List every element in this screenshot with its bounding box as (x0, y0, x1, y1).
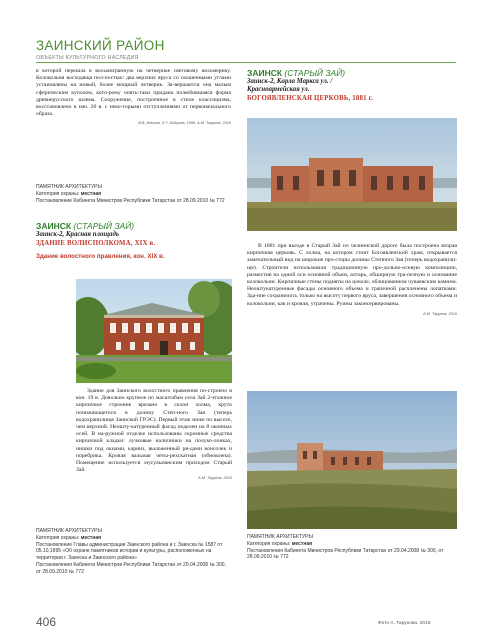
monument-category: Категория охраны: местная (247, 540, 313, 547)
monument-category: Категория охраны: местная (36, 534, 102, 541)
volost-credit: А.М. Тарунов, 2016 (198, 476, 232, 481)
monument-decree: Постановление Кабинета Министров Республики Татарстан от 28.09.2010 № 772 (36, 197, 225, 204)
page-number: 406 (36, 615, 57, 629)
section-subtitle: ОБЪЕКТЫ КУЛЬТУРНОГО НАСЛЕДИЯ (36, 55, 139, 61)
church-ruins-photo (247, 118, 457, 231)
monument-info-1 (36, 184, 231, 204)
monument-heading: ПАМЯТНИК АРХИТЕКТУРЫ (247, 534, 313, 540)
right-location-block (247, 68, 457, 103)
monument-decree-1: Постановление Главы администрации Заинского района и г. Заинска № 1587 от 05.10.1995 «Об охране памятников истории и культуры, расположенных на территории г. Заинска и Заинского района» (36, 541, 223, 562)
section-title: ЗАИНСКИЙ РАЙОН (36, 38, 165, 53)
left-intro (36, 68, 231, 125)
location-address-line-2: Красноармейская ул. (247, 86, 310, 93)
header-rule (36, 62, 456, 63)
volost-description: Здание для Заинского волостного правления по-строено в кон. 19 в. Довольно крупное по масштабам села Зай 2-этажное кирпичное строение врезано в склон холма, круто понижающегося в долину Степ-ного Зая (теперь водохранилище Заинской ГРЭС). Первый этаж ниже по высоте, чем верхний. Неошту-катуренный фасад поделен на 8 оконных осей. В на-ружной отделке использованы скромные средства кирпичной кладки: лучковые наличники на полуко-лонках, нишки под окнами, карниз, выложенный ря-дами консолек и поребрика. Кровля вальмая четы-рехскатная (обновлена). Помещение используется мусульманским приходом Старый Зай. (76, 388, 232, 474)
church-description: В 1881 при въезде в Старый Зай по челнинской дороге была построена вторая кирпичная церковь. С холма, на котором стоит Богоявленский храм, открывается замечательный вид на широкие про-сторы долины Степного Зая (теперь водохранили-ще). Строители использовали традиционную про-дольно-осевую композицию, разместив на одной оси основной объем, алтарь, обширную тра-пезную и основание колокольни. Кирпичные стены подняты на цоколе, облицованном чуваевским камнем. Неоштукатуренные фасады основного объема и трапезной расчленены лопатками. Зда-ние сохранилось только на высоту первого яруса, завершения основного объема и колокольни, как и кровля, утрачены. Руины законсервированы. (247, 243, 457, 307)
monument-info-3 (247, 534, 457, 561)
monument-info-2 (36, 528, 231, 576)
church-credit: А.М. Тарунов, 2016 (423, 311, 457, 316)
right-description-block (247, 243, 457, 316)
volost-building-photo (76, 279, 232, 383)
object-title: БОГОЯВЛЕНСКАЯ ЦЕРКОВЬ, 1881 г. (247, 95, 374, 102)
photo-credit: Фото А. Тарунова, 2016 (378, 621, 431, 626)
location-heading: ЗАИНСК (СТАРЫЙ ЗАЙ) (36, 221, 135, 231)
intro-text: в которой перешла в восьмигранную на четверике световому восьмерику. Колокольня восходяща пол-постью: два верхних яруса со скошенными углами установлены на новый, более мощный четверик. За-вершается она малым сферическим куполом, кото-рому опять-таки придана полюбившаяся форма древнерусского шлема. Сооружение, построенное в стиле классицизма, восстановлено в нач. 20 в. с неко-торыми отступлениями от первоначального образа. (36, 68, 231, 118)
object-subtitle: Здание волостного правления, кон. XIX в. (36, 253, 165, 260)
location-heading: ЗАИНСК (СТАРЫЙ ЗАЙ) (247, 68, 346, 78)
monument-heading: ПАМЯТНИК АРХИТЕКТУРЫ (36, 184, 102, 190)
location-address-line-1: Заинск-2, Карла Маркса ул. / (247, 78, 333, 85)
monument-decree: Постановления Кабинета Министров Республики Татарстан от 29.04.2008 № 300, от 28.09.2010 № 772 (247, 547, 444, 561)
left-description-block (76, 388, 232, 480)
monument-heading: ПАМЯТНИК АРХИТЕКТУРЫ (36, 528, 102, 534)
monument-category: Категория охраны: местная (36, 190, 102, 197)
intro-credit: В.В. Ильина, Л.Т. Бойцова, 1999, А.М. Тарунов, 2016 (138, 121, 231, 126)
monument-decree-2: Постановления Кабинета Министров Республики Татарстан от 29.04.2008 № 300, от 28.09.2010 № 772 (36, 561, 226, 575)
left-location-block (36, 221, 231, 260)
location-address: Заинск-2, Красная площадь (36, 231, 119, 238)
object-title: ЗДАНИЕ ВОЛИСПОЛКОМА, XIX в. (36, 240, 156, 247)
church-distant-photo (247, 391, 457, 529)
